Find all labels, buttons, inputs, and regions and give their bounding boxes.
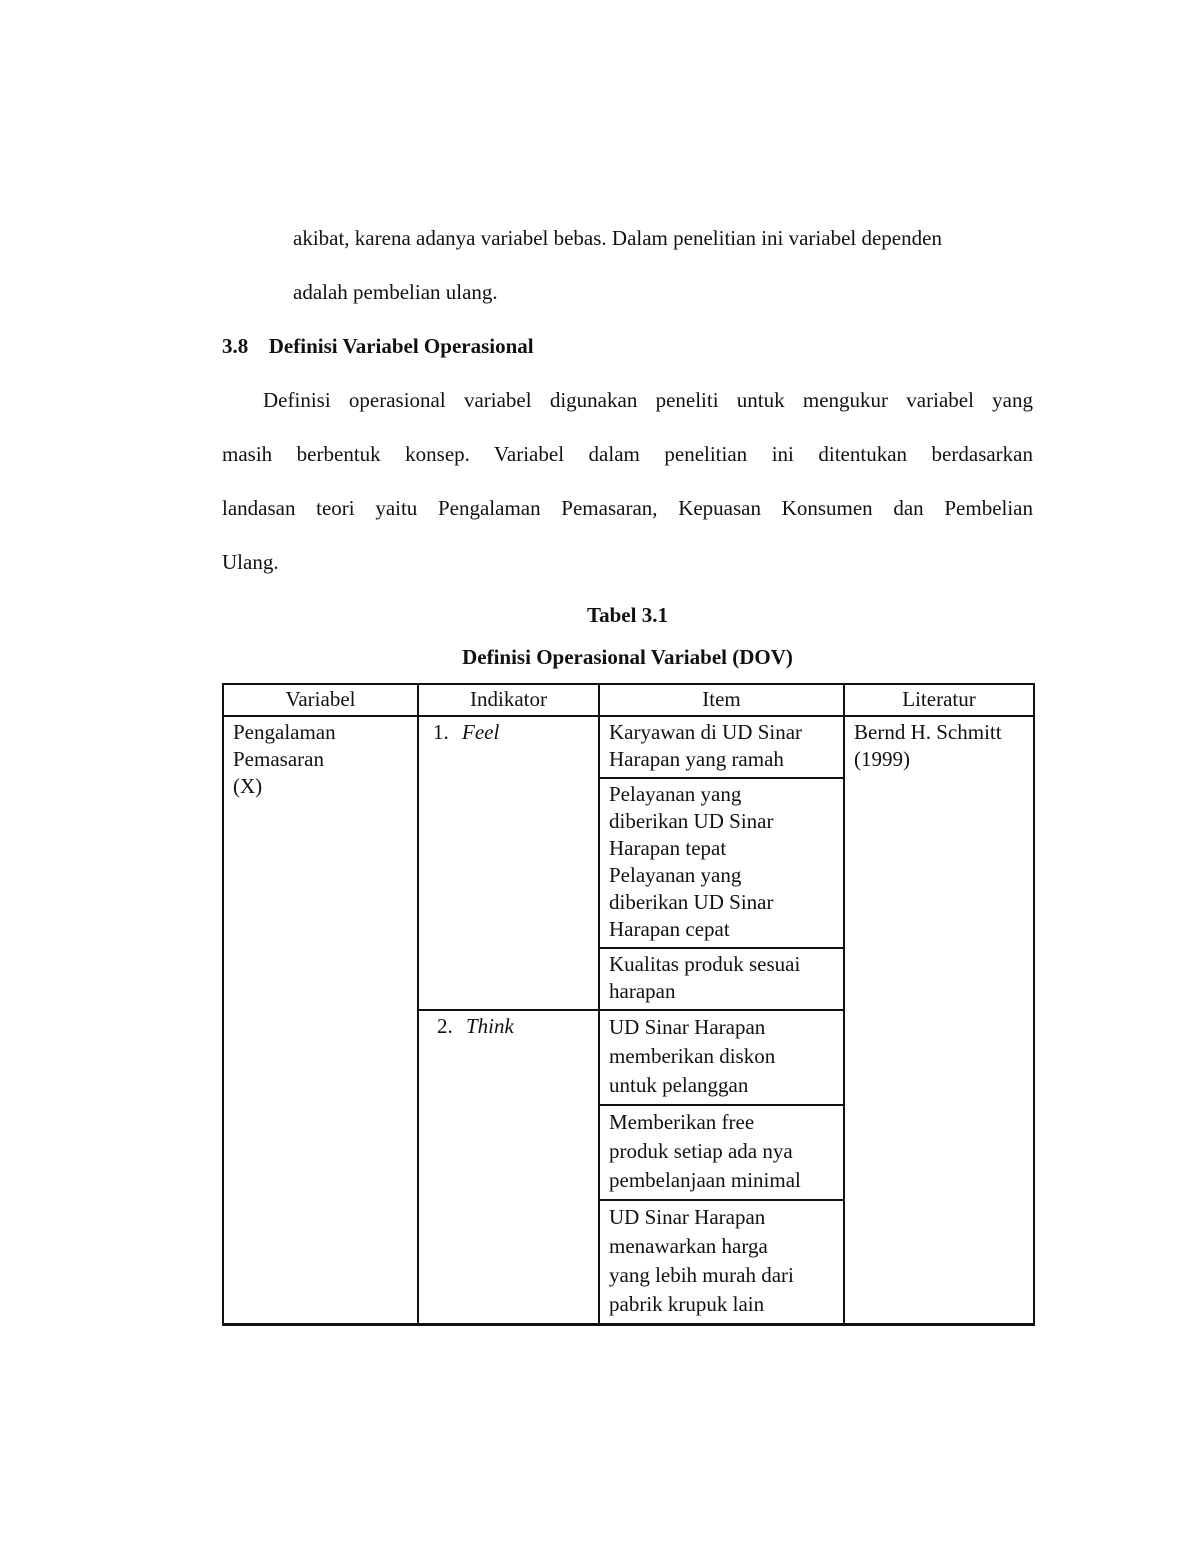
paragraph-line-3: landasan teori yaitu Pengalaman Pemasaran, Kepuasan Konsumen dan Pembelian <box>222 496 1033 520</box>
variable-cell <box>223 716 418 1325</box>
item-line: Kualitas produk sesuai <box>609 952 801 976</box>
item-cell <box>599 1010 844 1105</box>
item-cell <box>599 1200 844 1325</box>
item-line: UD Sinar Harapan <box>609 1015 766 1039</box>
variable-line: Pemasaran <box>233 747 324 771</box>
item-line: pabrik krupuk lain <box>609 1292 765 1316</box>
section-number: 3.8 <box>222 334 249 358</box>
table-title: Definisi Operasional Variabel (DOV) <box>462 645 793 669</box>
literature-cell <box>844 716 1034 1325</box>
variable-line: (X) <box>233 774 263 798</box>
header-variabel: Variabel <box>223 684 418 716</box>
table-header-row <box>223 684 1034 716</box>
item-line: menawarkan harga <box>609 1234 768 1258</box>
indicator-number: 2. <box>437 1014 453 1038</box>
item-line: Harapan cepat <box>609 917 730 941</box>
header-literatur: Literatur <box>844 684 1034 716</box>
item-cell <box>599 1105 844 1200</box>
item-line: memberikan diskon <box>609 1044 776 1068</box>
table-label: Tabel 3.1 <box>587 603 668 627</box>
item-cell <box>599 778 844 948</box>
dov-table <box>222 683 1035 1326</box>
intro-line-1: akibat, karena adanya variabel bebas. Dalam penelitian ini variabel dependen <box>293 226 942 250</box>
item-cell <box>599 716 844 778</box>
item-line: diberikan UD Sinar <box>609 809 774 833</box>
item-line: Harapan tepat <box>609 836 727 860</box>
paragraph-line-4: Ulang. <box>222 550 279 574</box>
section-title: Definisi Variabel Operasional <box>268 334 534 358</box>
item-line: Karyawan di UD Sinar <box>609 720 803 744</box>
item-line: UD Sinar Harapan <box>609 1205 766 1229</box>
item-line: Pelayanan yang <box>609 782 742 806</box>
header-item: Item <box>599 684 844 716</box>
item-line: Memberikan free <box>609 1110 755 1134</box>
item-line: pembelanjaan minimal <box>609 1168 801 1192</box>
item-line: produk setiap ada nya <box>609 1139 793 1163</box>
literature-line: Bernd H. Schmitt <box>854 720 1002 744</box>
item-line: Harapan yang ramah <box>609 747 784 771</box>
item-line: diberikan UD Sinar <box>609 890 774 914</box>
literature-line: (1999) <box>854 747 910 771</box>
table-row <box>223 716 1034 778</box>
variable-line: Pengalaman <box>233 720 336 744</box>
section-heading <box>222 332 534 360</box>
intro-line-2: adalah pembelian ulang. <box>293 280 498 304</box>
item-line: harapan <box>609 979 676 1003</box>
indicator-cell-feel <box>418 716 599 1010</box>
indicator-name: Think <box>466 1014 514 1038</box>
paragraph-line-2: masih berbentuk konsep. Variabel dalam penelitian ini ditentukan berdasarkan <box>222 442 1033 466</box>
header-indikator: Indikator <box>418 684 599 716</box>
item-line: yang lebih murah dari <box>609 1263 794 1287</box>
indicator-name: Feel <box>462 720 500 744</box>
item-line: Pelayanan yang <box>609 863 742 887</box>
paragraph-line-1: Definisi operasional variabel digunakan peneliti untuk mengukur variabel yang <box>263 388 1033 412</box>
indicator-cell-think <box>418 1010 599 1325</box>
item-line: untuk pelanggan <box>609 1073 749 1097</box>
item-cell <box>599 948 844 1010</box>
indicator-number: 1. <box>433 720 449 744</box>
